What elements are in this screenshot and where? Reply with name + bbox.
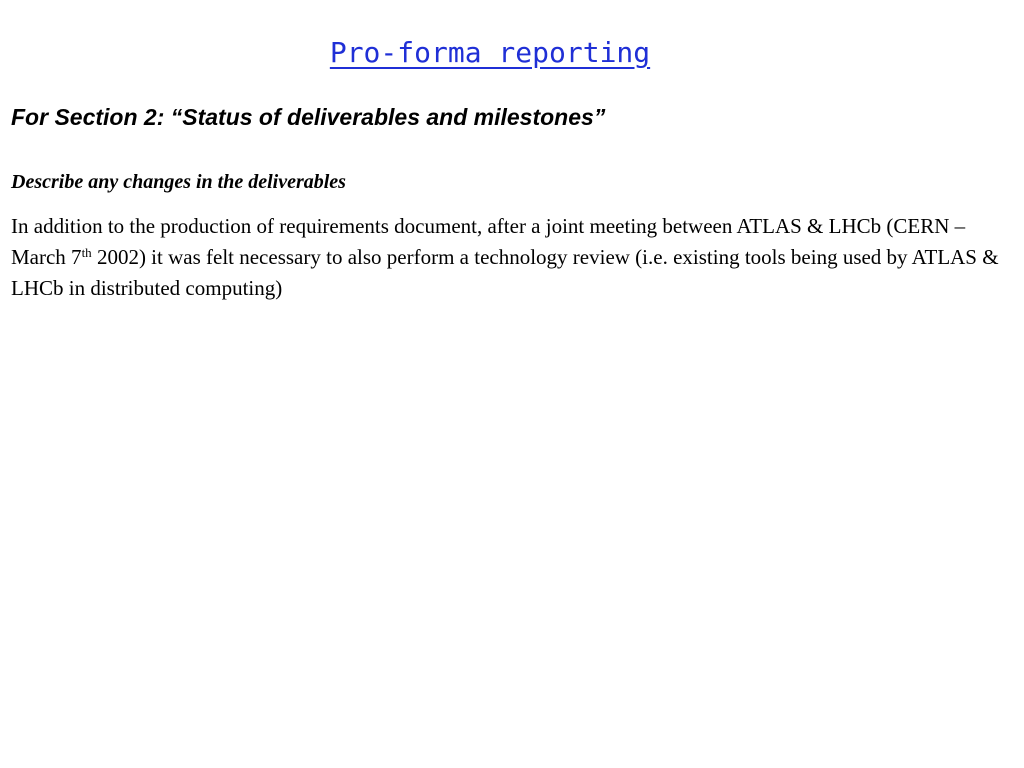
- subheading: Describe any changes in the deliverables: [11, 171, 346, 193]
- section-heading: For Section 2: “Status of deliverables and milestones”: [11, 104, 606, 130]
- body-text-part2: 2002) it was felt necessary to also perform a technology review (i.e. existing tools being used by ATLAS & LHCb in distributed computing): [11, 245, 999, 300]
- ordinal-superscript: th: [81, 245, 92, 260]
- slide-title: Pro-forma reporting: [329, 36, 651, 69]
- body-text-part1: In addition to the production of requirements document, after a joint meeting between ATLAS & LHCb (CERN – March 7: [11, 214, 966, 269]
- body-paragraph: [11, 211, 1017, 304]
